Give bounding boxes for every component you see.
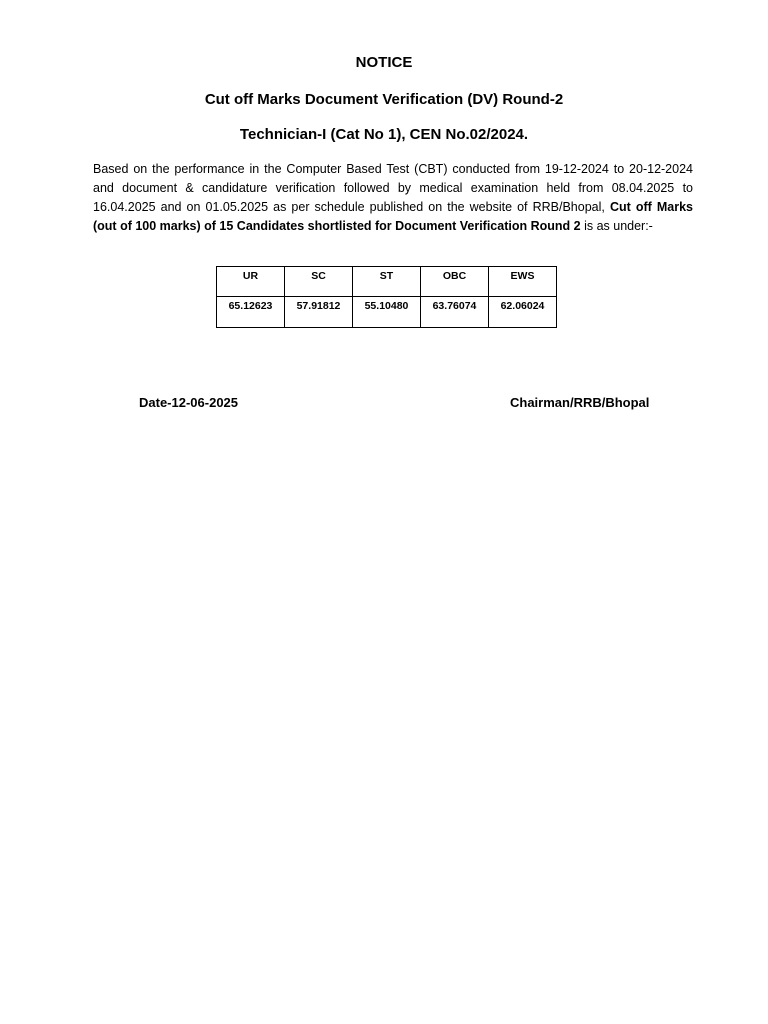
value-cell-ur: 65.12623 bbox=[217, 297, 285, 328]
value-cell-obc: 63.76074 bbox=[421, 297, 489, 328]
header-cell-st: ST bbox=[353, 267, 421, 297]
body-text-end: is as under:- bbox=[580, 219, 653, 233]
value-cell-st: 55.10480 bbox=[353, 297, 421, 328]
body-text-intro: Based on the performance in the Computer Based Test (CBT) conducted from 19-12-2024 to 20-12-2024 and document & candidature verification followed by medical examination held from 08.04.2025 to 16.04.2025 and on 01.05.2025 as per schedule published on the website of RRB/Bhopal, bbox=[93, 162, 693, 214]
header-cell-sc: SC bbox=[285, 267, 353, 297]
notice-date: Date-12-06-2025 bbox=[139, 395, 239, 410]
value-cell-sc: 57.91812 bbox=[285, 297, 353, 328]
cutoff-table bbox=[216, 266, 557, 328]
header-cell-ur: UR bbox=[217, 267, 285, 297]
category-line: Technician-I (Cat No 1), CEN No.02/2024. bbox=[239, 126, 529, 143]
table-row bbox=[217, 297, 557, 328]
notice-title: NOTICE bbox=[355, 54, 413, 71]
notice-body bbox=[93, 160, 693, 236]
value-cell-ews: 62.06024 bbox=[489, 297, 557, 328]
header-cell-obc: OBC bbox=[421, 267, 489, 297]
signatory: Chairman/RRB/Bhopal bbox=[510, 395, 650, 410]
table-header-row bbox=[217, 267, 557, 297]
header-cell-ews: EWS bbox=[489, 267, 557, 297]
notice-subtitle: Cut off Marks Document Verification (DV) Round-2 bbox=[204, 91, 564, 108]
body-text-bold: Cut off Marks (out of 100 marks) of 15 Candidates shortlisted for Document Verification Round 2 bbox=[93, 200, 693, 233]
